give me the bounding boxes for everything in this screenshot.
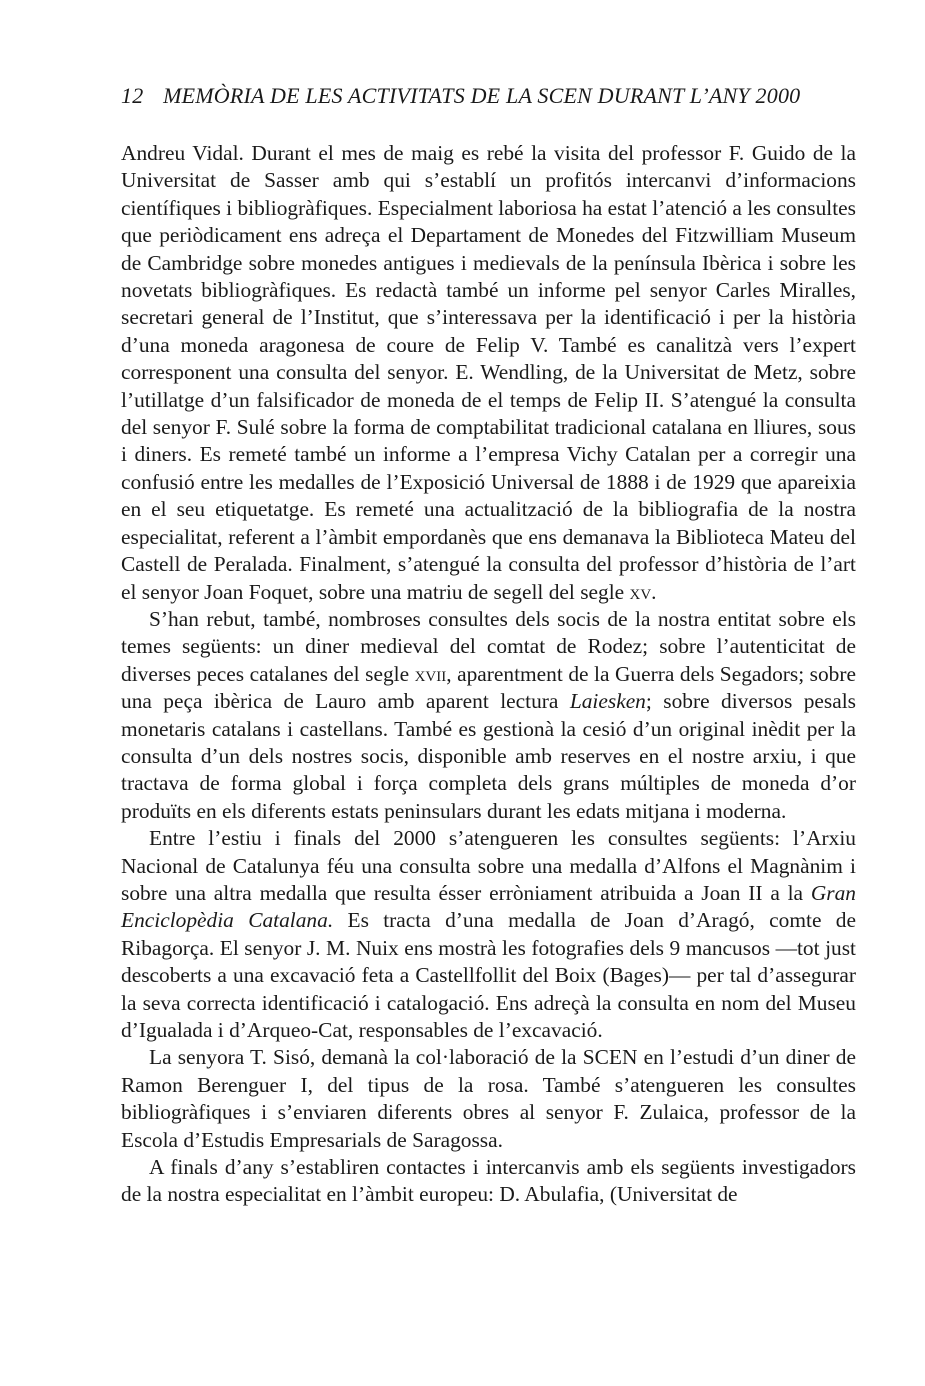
coin-legend-italic: Laiesken bbox=[569, 689, 646, 714]
paragraph-4 bbox=[121, 1044, 856, 1154]
paragraph-1-end: . bbox=[651, 579, 657, 604]
paragraph-4-text: La senyora T. Sisó, demanà la col·laboració de la SCEN en l’estudi d’un diner de Ramon Berenguer I, del tipus de la rosa. També s’atengueren les consultes bibliogràfiques i s’enviaren diferents obres al senyor F. Zulaica, professor de la Escola d’Estudis Empresarials de Saragossa. bbox=[121, 1045, 856, 1152]
century-numeral: xvii bbox=[414, 661, 447, 686]
running-title: MEMÒRIA DE LES ACTIVITATS DE LA SCEN DURANT L’ANY 2000 bbox=[163, 83, 801, 108]
paragraph-3-text: Entre l’estiu i finals del 2000 s’atengueren les consultes següents: l’Arxiu Nacional de Catalunya féu una consulta sobre una medalla d’Alfons el Magnànim i sobre una altra medalla que resulta ésser erròniament atribuida a Joan II a la bbox=[121, 826, 856, 905]
century-numeral: xv bbox=[629, 579, 652, 604]
paragraph-3-text-b: Es tracta d’una medalla de Joan d’Aragó, comte de Ribagorça. El senyor J. M. Nuix ens mostrà les fotografies dels 9 mancusos —tot just descoberts a una excavació feta a Castellfollit del Boix (Bages)— per tal d’assegurar la seva correcta identificació i catalogació. Ens adreçà la consulta en nom del Museu d’Igualada i d’Arqueo-Cat, responsables de l’excavació. bbox=[121, 908, 856, 1042]
paragraph-2 bbox=[121, 606, 856, 825]
paragraph-1-text: Andreu Vidal. Durant el mes de maig es rebé la visita del professor F. Guido de la Universitat de Sasser amb qui s’establí un profitós intercanvi d’informacions científiques i bibliogràfiques. Especialment laboriosa ha estat l’atenció a les consultes que periòdicament ens adreça el Departament de Monedes del Fitzwilliam Museum de Cambridge sobre monedes antigues i medievals de la península Ibèrica i sobre les novetats bibliogràfiques. Es redactà també un informe pel senyor Carles Miralles, secretari general de l’Institut, que s’interessava per la identificació i per la història d’una moneda aragonesa de coure de Felip V. També es canalitzà vers l’expert corresponent una consulta del senyor. E. Wendling, de la Universitat de Metz, sobre l’utillatge d’un falsificador de moneda de el temps de Felip II. S’atengué la consulta del senyor F. Sulé sobre la forma de comptabilitat tradicional catalana en lliures, sous i diners. Es remeté també un informe a l’empresa Vichy Catalan per a corregir una confusió entre les medalles de l’Exposició Universal de 1888 i de 1929 que apareixia en el seu etiquetatge. Es remeté una actualització de la bibliografia de la nostra especialitat, referent a l’àmbit empordanès que ens demanava la Biblioteca Mateu del Castell de Peralada. Finalment, s’atengué la consulta del professor d’història de l’art el senyor Joan Foquet, sobre una matriu de segell del segle bbox=[121, 141, 856, 604]
paragraph-5-text: A finals d’any s’establiren contactes i intercanvis amb els següents investigadors de la nostra especialitat en l’àmbit europeu: D. Abulafia, (Universitat de bbox=[121, 1155, 856, 1207]
running-header bbox=[121, 82, 856, 110]
paragraph-3 bbox=[121, 825, 856, 1044]
document-page bbox=[121, 82, 856, 1209]
paragraph-2-text: S’han rebut, també, nombroses consultes dels socis de la nostra entitat sobre els temes següents: un diner medieval del comtat de Rodez; sobre l’autenticitat de diverses peces catalanes del segle bbox=[121, 606, 856, 686]
encyclopedia-title-italic: Gran Enciclopèdia Catalana. bbox=[121, 880, 856, 933]
paragraph-1 bbox=[121, 140, 856, 606]
paragraph-5 bbox=[121, 1154, 856, 1209]
page-number: 12 bbox=[121, 83, 144, 108]
body-text bbox=[121, 140, 856, 1209]
paragraph-2-text-b: , aparentment de la Guerra dels Segadors; sobre una peça ibèrica de Lauro amb aparent lectura bbox=[121, 661, 856, 714]
paragraph-2-text-c: ; sobre diversos pesals monetaris catalans i castellans. També es gestionà la cesió d’un original inèdit per la consulta d’un dels nostres socis, disponible amb reserves en el nostre arxiu, i que tractava de forma global i força completa dels grans múltiples de moneda d’or produïts en els diferents estats peninsulars durant les edats mitjana i moderna. bbox=[121, 689, 857, 823]
